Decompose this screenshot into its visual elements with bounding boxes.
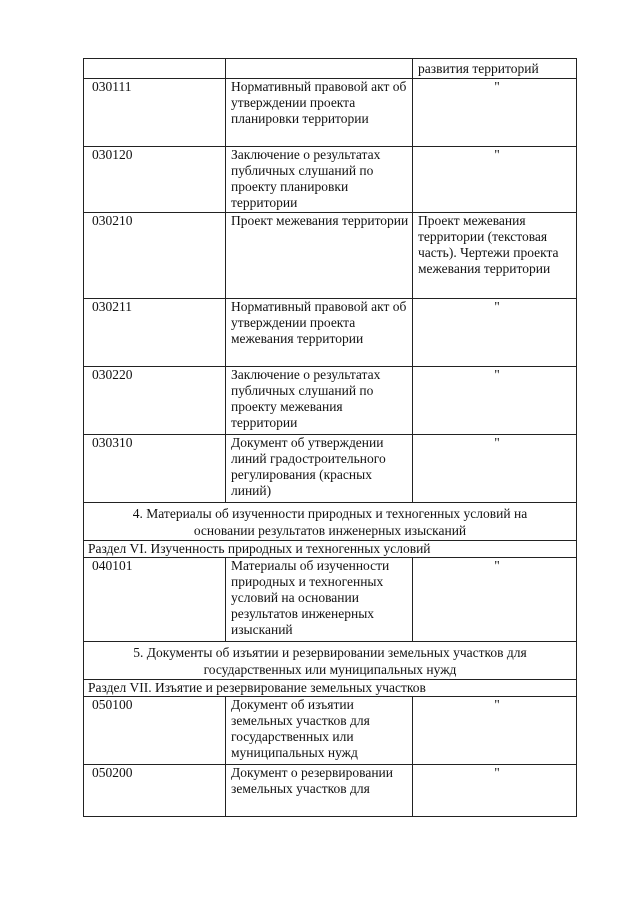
section-heading-row: [84, 642, 577, 680]
name-cell: Документ об утверждении линий градостроительного регулирования (красных линий): [226, 435, 413, 503]
code-cell: 030211: [84, 299, 226, 367]
table-row: [84, 697, 577, 765]
content-cell: ": [413, 79, 577, 147]
table-row: [84, 147, 577, 213]
name-cell: Заключение о результатах публичных слушаний по проекту межевания территории: [226, 367, 413, 435]
table-row: [84, 59, 577, 79]
content-cell: Проект межевания территории (текстовая часть). Чертежи проекта межевания территории: [413, 213, 577, 299]
registry-table: [83, 58, 577, 817]
name-cell: Документ об изъятии земельных участков для государственных или муниципальных нужд: [226, 697, 413, 765]
content-cell: ": [413, 558, 577, 642]
content-cell: ": [413, 299, 577, 367]
section-title: 4. Материалы об изученности природных и техногенных условий на основании результатов инженерных изысканий: [84, 503, 577, 541]
code-cell: 030310: [84, 435, 226, 503]
code-cell: 030220: [84, 367, 226, 435]
name-cell: Проект межевания территории: [226, 213, 413, 299]
code-cell: 050200: [84, 765, 226, 817]
subsection-title: Раздел VII. Изъятие и резервирование земельных участков: [84, 680, 577, 697]
table-row: [84, 79, 577, 147]
name-cell: [226, 59, 413, 79]
code-cell: 030111: [84, 79, 226, 147]
code-cell: 040101: [84, 558, 226, 642]
code-cell: 030120: [84, 147, 226, 213]
content-cell: развития территорий: [413, 59, 577, 79]
name-cell: Заключение о результатах публичных слушаний по проекту планировки территории: [226, 147, 413, 213]
content-cell: ": [413, 147, 577, 213]
name-cell: Нормативный правовой акт об утверждении проекта планировки территории: [226, 79, 413, 147]
subsection-title: Раздел VI. Изученность природных и техногенных условий: [84, 541, 577, 558]
section-heading-row: [84, 503, 577, 541]
table-row: [84, 765, 577, 817]
name-cell: Документ о резервировании земельных участков для: [226, 765, 413, 817]
content-cell: ": [413, 367, 577, 435]
content-cell: ": [413, 435, 577, 503]
code-cell: [84, 59, 226, 79]
subsection-heading-row: [84, 680, 577, 697]
table-row: [84, 435, 577, 503]
table-row: [84, 213, 577, 299]
table-row: [84, 367, 577, 435]
name-cell: Материалы об изученности природных и техногенных условий на основании результатов инженерных изысканий: [226, 558, 413, 642]
code-cell: 050100: [84, 697, 226, 765]
content-cell: ": [413, 765, 577, 817]
table-row: [84, 558, 577, 642]
code-cell: 030210: [84, 213, 226, 299]
section-title: 5. Документы об изъятии и резервировании земельных участков для государственных или муниципальных нужд: [84, 642, 577, 680]
table-row: [84, 299, 577, 367]
content-cell: ": [413, 697, 577, 765]
subsection-heading-row: [84, 541, 577, 558]
name-cell: Нормативный правовой акт об утверждении проекта межевания территории: [226, 299, 413, 367]
